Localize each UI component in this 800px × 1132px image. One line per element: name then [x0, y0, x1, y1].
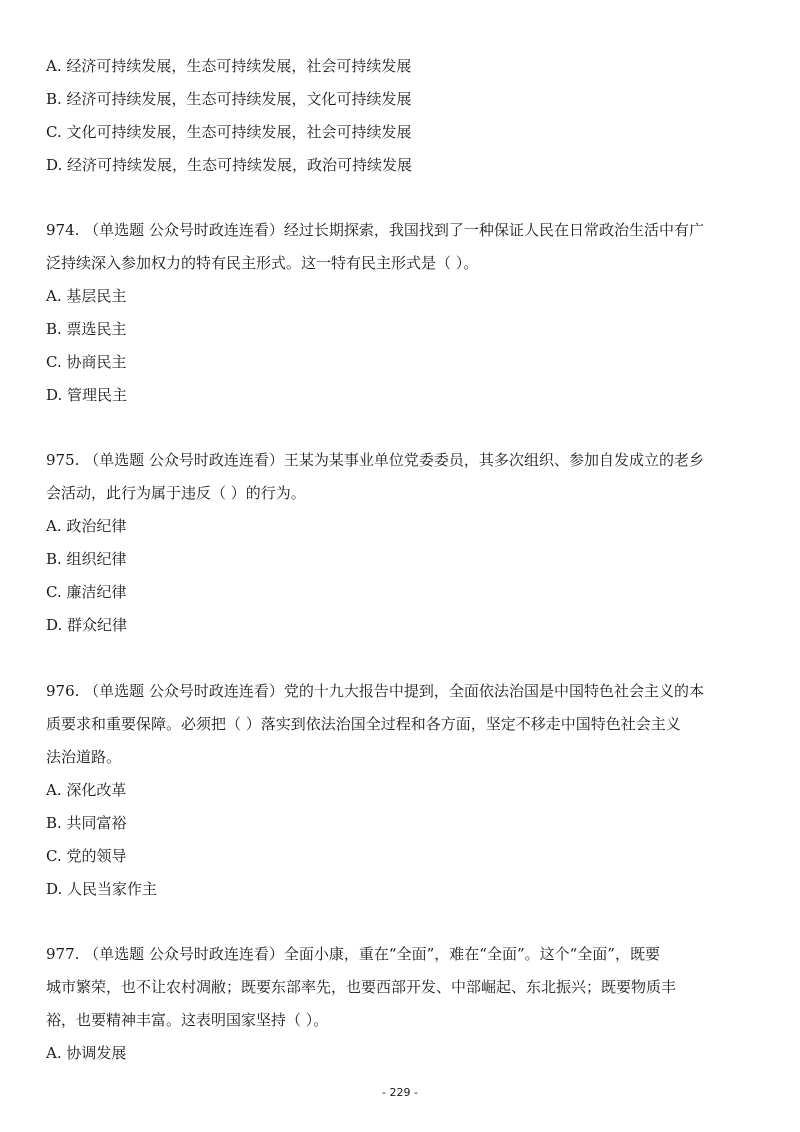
q975-option-b: B. 组织纪律: [46, 550, 127, 568]
q976-stem-line1: 976. （单选题 公众号时政连连看）党的十九大报告中提到，全面依法治国是中国特色社会主义的本: [46, 682, 704, 700]
q973-option-d: D. 经济可持续发展，生态可持续发展，政治可持续发展: [46, 156, 413, 174]
q977-stem-line3: 裕，也要精神丰富。这表明国家坚持（ ）。: [46, 1011, 329, 1029]
q973-option-c: C. 文化可持续发展，生态可持续发展，社会可持续发展: [46, 123, 412, 141]
q974-option-a: A. 基层民主: [46, 287, 127, 305]
q976-option-a: A. 深化改革: [46, 781, 127, 799]
q973-option-a: A. 经济可持续发展，生态可持续发展，社会可持续发展: [46, 57, 412, 75]
q976-stem-line3: 法治道路。: [46, 748, 122, 766]
q974-stem-line2: 泛持续深入参加权力的特有民主形式。这一特有民主形式是（ ）。: [46, 254, 479, 272]
q975-stem-line1: 975. （单选题 公众号时政连连看）王某为某事业单位党委委员，其多次组织、参加自发成立的老乡: [46, 451, 704, 469]
q977-option-a: A. 协调发展: [46, 1044, 127, 1062]
q975-stem-line2: 会活动，此行为属于违反（ ）的行为。: [46, 484, 306, 502]
q974-stem-line1: 974. （单选题 公众号时政连连看）经过长期探索，我国找到了一种保证人民在日常政治生活中有广: [46, 221, 704, 239]
q975-option-c: C. 廉洁纪律: [46, 583, 127, 601]
q975-option-a: A. 政治纪律: [46, 517, 127, 535]
q975-option-d: D. 群众纪律: [46, 616, 128, 634]
q976-option-c: C. 党的领导: [46, 847, 127, 865]
q976-option-b: B. 共同富裕: [46, 814, 127, 832]
q976-stem-line2: 质要求和重要保障。必须把（ ）落实到依法治国全过程和各方面，坚定不移走中国特色社会主义: [46, 715, 681, 733]
q976-option-d: D. 人民当家作主: [46, 880, 158, 898]
q974-option-b: B. 票选民主: [46, 320, 127, 338]
q974-option-c: C. 协商民主: [46, 353, 127, 371]
q977-stem-line2: 城市繁荣，也不让农村凋敝；既要东部率先，也要西部开发、中部崛起、东北振兴；既要物质丰: [46, 978, 677, 996]
q977-stem-line1: 977. （单选题 公众号时政连连看）全面小康，重在“全面”，难在“全面”。这个“全面”，既要: [46, 945, 660, 963]
page-number: - 229 -: [382, 1086, 418, 1099]
q973-option-b: B. 经济可持续发展，生态可持续发展，文化可持续发展: [46, 90, 412, 108]
q974-option-d: D. 管理民主: [46, 386, 128, 404]
